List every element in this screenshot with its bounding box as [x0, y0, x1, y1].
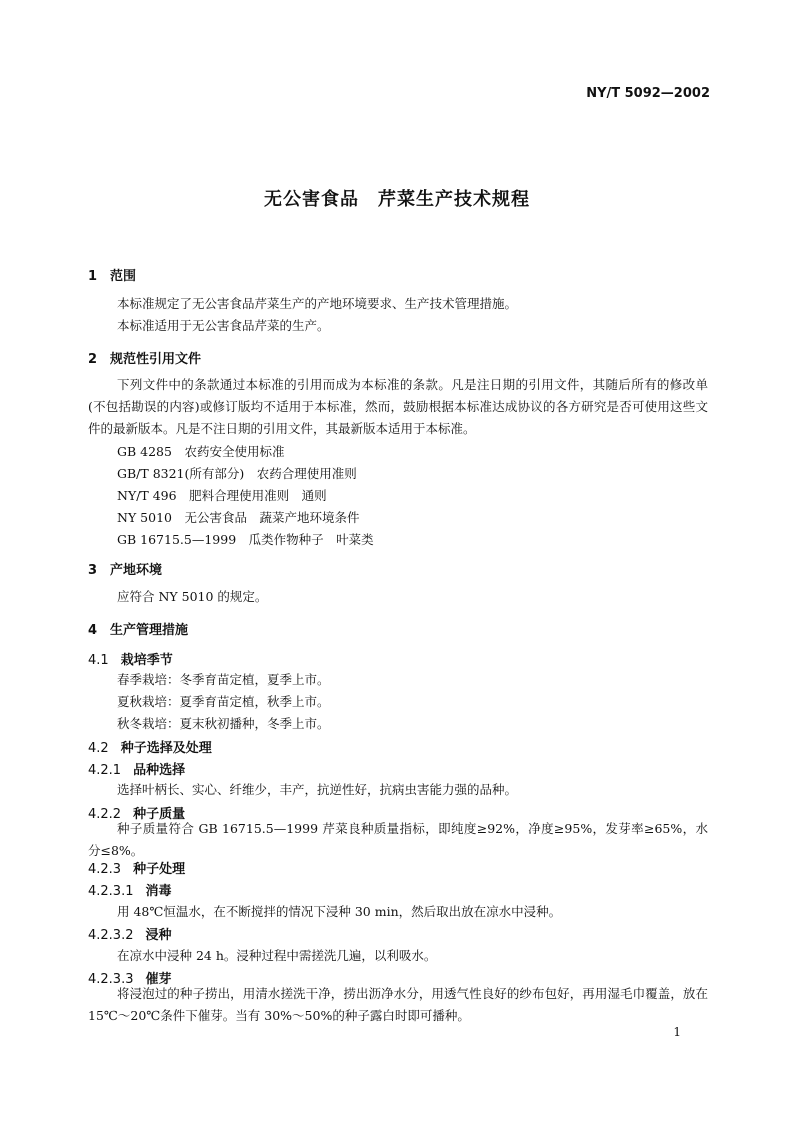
- subsection-4-2-3-heading: [88, 858, 185, 877]
- paragraph: 在凉水中浸种 24 h。浸种过程中需搓洗几遍，以利吸水。: [117, 948, 437, 963]
- section-title: 消毒: [145, 884, 172, 899]
- paragraph: 应符合 NY 5010 的规定。: [117, 589, 268, 604]
- section-title: 栽培季节: [120, 653, 173, 668]
- section-title: 规范性引用文件: [110, 352, 202, 367]
- section-title: 品种选择: [133, 763, 186, 778]
- section-number: 4.2.1: [88, 763, 122, 778]
- page-number: 1: [673, 1025, 681, 1039]
- paragraph: 种子质量符合 GB 16715.5—1999 芹菜良种质量指标，即纯度≥92%，净度≥95%，发芽率≥65%，水分≤8%。: [88, 821, 708, 858]
- section-title: 种子处理: [133, 862, 186, 877]
- section-title: 催芽: [145, 972, 172, 987]
- reference-item: GB 4285 农药安全使用标准: [117, 444, 285, 459]
- paragraph: 选择叶柄长、实心、纤维少，丰产，抗逆性好，抗病虫害能力强的品种。: [117, 782, 518, 797]
- paragraph: 将浸泡过的种子捞出，用清水搓洗干净，捞出沥净水分，用透气性良好的纱布包好，再用湿毛巾覆盖，放在 15℃～20℃条件下催芽。当有 30%～50%的种子露白时即可播种。: [88, 986, 708, 1023]
- subsection-4-2-3-2-heading: [88, 924, 172, 943]
- paragraph: 夏秋栽培：夏季育苗定植，秋季上市。: [117, 694, 330, 709]
- paragraph: 本标准适用于无公害食品芹菜的生产。: [117, 318, 330, 333]
- section-title: 范围: [110, 269, 137, 284]
- subsection-4-2-heading: [88, 737, 212, 756]
- section-1-heading: [88, 265, 136, 284]
- subsection-4-1-heading: [88, 649, 173, 668]
- reference-item: GB 16715.5—1999 瓜类作物种子 叶菜类: [117, 532, 374, 547]
- reference-item: NY 5010 无公害食品 蔬菜产地环境条件: [117, 510, 360, 525]
- paragraph: 秋冬栽培：夏末秋初播种，冬季上市。: [117, 716, 330, 731]
- section-title: 种子选择及处理: [120, 741, 212, 756]
- section-number: 3: [88, 563, 98, 578]
- document-title: 无公害食品 芹菜生产技术规程: [264, 189, 530, 210]
- section-number: 4.2.3: [88, 862, 122, 877]
- section-title: 生产管理措施: [110, 623, 189, 638]
- subsection-4-2-1-heading: [88, 759, 185, 778]
- section-number: 4.2.3.2: [88, 928, 134, 943]
- paragraph: 下列文件中的条款通过本标准的引用而成为本标准的条款。凡是注日期的引用文件，其随后所有的修改单(不包括勘误的内容)或修订版均不适用于本标准，然而，鼓励根据本标准达成协议的各方研究是否可使用这些文件的最新版本。凡是不注日期的引用文件，其最新版本适用于本标准。: [88, 377, 708, 436]
- section-title: 浸种: [145, 928, 172, 943]
- section-number: 4.1: [88, 653, 109, 668]
- standard-code: NY/T 5092—2002: [586, 86, 710, 101]
- reference-item: NY/T 496 肥料合理使用准则 通则: [117, 488, 327, 503]
- paragraph: 用 48℃恒温水，在不断搅拌的情况下浸种 30 min，然后取出放在凉水中浸种。: [117, 904, 562, 919]
- section-number: 4.2: [88, 741, 109, 756]
- subsection-4-2-3-1-heading: [88, 880, 172, 899]
- section-number: 2: [88, 352, 98, 367]
- reference-item: GB/T 8321(所有部分) 农药合理使用准则: [117, 466, 357, 481]
- section-title: 产地环境: [110, 563, 163, 578]
- section-4-heading: [88, 619, 188, 638]
- section-number: 1: [88, 269, 98, 284]
- section-number: 4: [88, 623, 98, 638]
- section-title: 种子质量: [133, 807, 186, 822]
- section-number: 4.2.3.1: [88, 884, 134, 899]
- section-2-heading: [88, 348, 201, 367]
- paragraph: 春季栽培：冬季育苗定植，夏季上市。: [117, 672, 330, 687]
- section-3-heading: [88, 559, 162, 578]
- paragraph: 本标准规定了无公害食品芹菜生产的产地环境要求、生产技术管理措施。: [117, 296, 518, 311]
- section-number: 4.2.2: [88, 807, 122, 822]
- section-number: 4.2.3.3: [88, 972, 134, 987]
